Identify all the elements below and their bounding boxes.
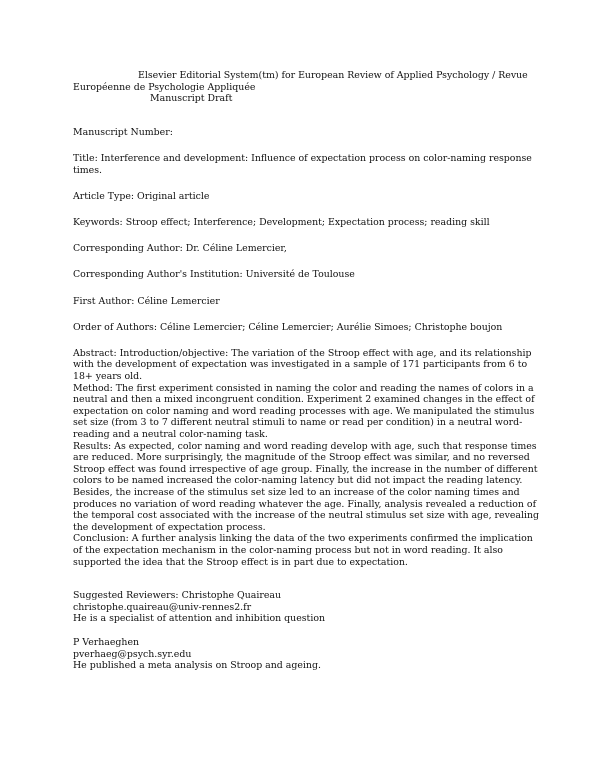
reviewer-2-email: pverhaeg@psych.syr.edu xyxy=(73,648,192,660)
document-header xyxy=(73,70,540,105)
keywords: Keywords: Stroop effect; Interference; Development; Expectation process; reading skill xyxy=(73,216,490,228)
abstract-conclusion: Conclusion: A further analysis linking the data of the two experiments confirmed the implication of the expectation mechanism in the color-naming process but not in word reading. It also supported the idea that the Stroop effect is in part due to expectation. xyxy=(73,533,533,568)
abstract-intro: Abstract: Introduction/objective: The variation of the Stroop effect with age, and its relationship with the development of expectation was investigated in a sample of 171 participants from 6 to 18+ years old. xyxy=(73,347,532,383)
order-of-authors: Order of Authors: Céline Lemercier; Céline Lemercier; Aurélie Simoes; Christophe boujon xyxy=(73,321,503,333)
abstract xyxy=(73,348,540,568)
header-line-2: Européenne de Psychologie Appliquée xyxy=(73,81,256,93)
reviewer-2-name: P Verhaeghen xyxy=(73,636,140,648)
article-type: Article Type: Original article xyxy=(73,190,210,202)
manuscript-title: Title: Interference and development: Influence of expectation process on color-naming response times. xyxy=(73,152,532,176)
corresponding-institution: Corresponding Author's Institution: Université de Toulouse xyxy=(73,269,355,281)
abstract-results: Results: As expected, color naming and word reading develop with age, such that response times are reduced. More surprisingly, the magnitude of the Stroop effect was similar, and no reversed Stroop effect was found irrespective of age group. Finally, the increase in the number of different colors to be named increased the color-naming latency but did not impact the reading latency. Besides, the increase of the stimulus set size led to an increase of the color naming times and produces no variation of word reading whatever the age. Finally, analysis revealed a reduction of the temporal cost associated with the increase of the neutral stimulus set size with age, revealing the development of expectation process. xyxy=(73,440,540,533)
abstract-method: Method: The first experiment consisted in naming the color and reading the names of colors in a neutral and then a mixed incongruent condition. Experiment 2 examined changes in the effect of expectation on color naming and word reading processes with age. We manipulated the stimulus set size (from 3 to 7 different neutral stimuli to name or read per condition) in a neutral word-reading and a neutral color-naming task. xyxy=(73,382,535,441)
suggested-reviewers xyxy=(73,590,540,672)
reviewer-1-note: He is a specialist of attention and inhibition question xyxy=(73,613,326,625)
first-author: First Author: Céline Lemercier xyxy=(73,295,220,307)
corresponding-author: Corresponding Author: Dr. Céline Lemercier, xyxy=(73,243,287,255)
header-line-1: Elsevier Editorial System(tm) for European Review of Applied Psychology / Revue xyxy=(138,70,528,81)
header-line-3: Manuscript Draft xyxy=(150,93,233,105)
manuscript-number: Manuscript Number: xyxy=(73,126,173,138)
reviewer-2-note: He published a meta analysis on Stroop and ageing. xyxy=(73,660,321,672)
reviewer-1-email: christophe.quaireau@univ-rennes2.fr xyxy=(73,601,252,613)
reviewer-1-name: Suggested Reviewers: Christophe Quaireau xyxy=(73,590,282,602)
